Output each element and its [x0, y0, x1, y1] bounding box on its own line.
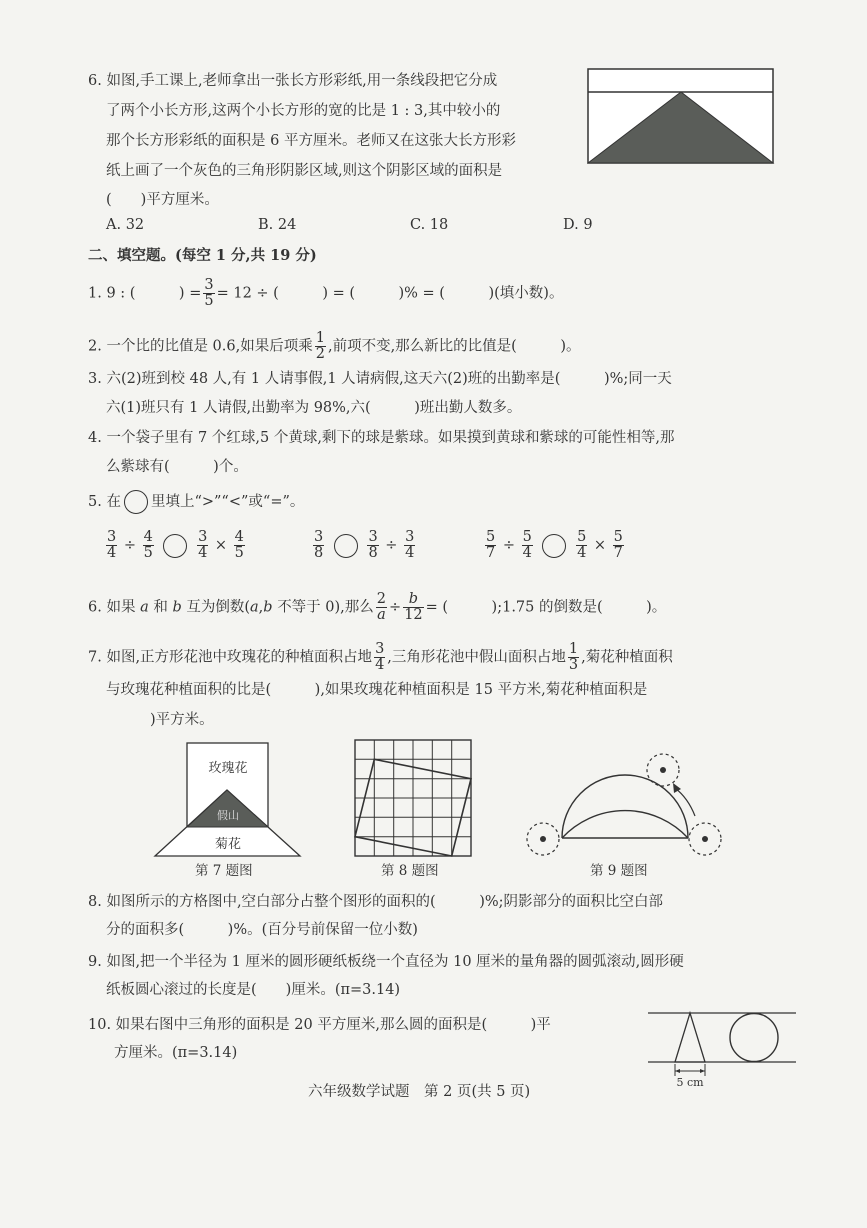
- compare-circle-3[interactable]: [542, 534, 566, 558]
- compare-circle-icon: [124, 490, 148, 514]
- q6-option-a: A. 32: [106, 217, 145, 233]
- figure-8: [353, 738, 475, 860]
- fill-q9-line-1: 9. 如图,把一个半径为 1 厘米的圆形硬纸板绕一个直径为 10 厘米的量角器的圆弧滚动,圆形硬: [88, 954, 684, 970]
- fill-q7-line-1: 7. 如图,正方形花池中玫瑰花的种植面积占地 $\frac{3}{4}$ ,三角形花池中假山面积占地 $\frac{1}{3}$ ,菊花种植面积: [88, 641, 673, 673]
- q6-option-b: B. 24: [258, 217, 297, 233]
- fill-q8-line-1: 8. 如图所示的方格图中,空白部分占整个图形的面积的( )%;阴影部分的面积比空白部: [88, 894, 664, 910]
- figure-10: [648, 1008, 798, 1090]
- q6-line-1: 6. 如图,手工课上,老师拿出一张长方形彩纸,用一条线段把它分成: [88, 73, 498, 89]
- q6-line-4: 纸上画了一个灰色的三角形阴影区域,则这个阴影区域的面积是: [106, 163, 503, 179]
- q6-rectangle-figure: [587, 68, 775, 166]
- fill-q9-line-2: 纸板圆心滚过的长度是( )厘米。(π=3.14): [106, 982, 401, 998]
- compare-expression-3: $\frac{5}{7}$ ÷ $\frac{5}{4}$ $\frac{5}{4}$ × $\frac{5}{7}$: [486, 529, 623, 561]
- fig7-chrys-label: 菊花: [214, 837, 242, 852]
- fig7-caption: 第 7 题图: [195, 863, 253, 879]
- fig7-rock-label: 假山: [217, 809, 239, 822]
- q6-option-c: C. 18: [410, 217, 449, 233]
- fill-q3-line-2: 六(1)班只有 1 人请假,出勤率为 98%,六( )班出勤人数多。: [106, 400, 522, 416]
- fill-q8-line-2: 分的面积多( )%。(百分号前保留一位小数): [106, 922, 418, 938]
- compare-circle-2[interactable]: [334, 534, 358, 558]
- compare-expression-2: $\frac{3}{8}$ $\frac{3}{8}$ ÷ $\frac{3}{4}$: [314, 529, 415, 561]
- q6-line-5: ( )平方厘米。: [106, 192, 219, 208]
- fill-q10-line-1: 10. 如果右图中三角形的面积是 20 平方厘米,那么圆的面积是( )平: [88, 1017, 551, 1033]
- fill-q3-line-1: 3. 六(2)班到校 48 人,有 1 人请事假,1 人请病假,这天六(2)班的出勤率是( )%;同一天: [88, 371, 672, 387]
- fig9-caption: 第 9 题图: [590, 863, 648, 879]
- fill-q7-line-3: )平方米。: [150, 712, 214, 728]
- fill-q5: 5. 在 里填上“>”“<”或“=”。: [88, 490, 304, 514]
- fig10-dimension-label: 5 cm: [676, 1076, 704, 1089]
- fill-q7-line-2: 与玫瑰花种植面积的比是( ),如果玫瑰花种植面积是 15 平方米,菊花种植面积是: [106, 682, 648, 698]
- fill-q1: 1. 9 : ( ) = $\frac{3}{5}$ = 12 ÷ ( ) = ( )% = ( )(填小数)。: [88, 277, 564, 309]
- fig7-rose-label: 玫瑰花: [208, 761, 248, 776]
- fill-q4-line-2: 么紫球有( )个。: [106, 459, 248, 475]
- page-footer: 六年级数学试题 第 2 页(共 5 页): [308, 1084, 531, 1100]
- figure-7: [150, 740, 308, 860]
- q6-line-3: 那个长方形彩纸的面积是 6 平方厘米。老师又在这张大长方形彩: [106, 133, 516, 149]
- compare-circle-1[interactable]: [163, 534, 187, 558]
- fill-q2: 2. 一个比的比值是 0.6,如果后项乘 $\frac{1}{2}$ ,前项不变,那么新比的比值是( )。: [88, 330, 581, 362]
- fill-q6: 6. 如果 a 和 b 互为倒数(a,b 不等于 0),那么 $\frac{2}{a}$ ÷ $\frac{b}{12}$ = ( );1.75 的倒数是( )。: [88, 591, 667, 623]
- q6-line-2: 了两个小长方形,这两个小长方形的宽的比是 1 : 3,其中较小的: [106, 103, 501, 119]
- section-title: 二、填空题。(每空 1 分,共 19 分): [88, 247, 317, 264]
- fig8-caption: 第 8 题图: [381, 863, 439, 879]
- figure-9: [524, 748, 724, 860]
- fill-q10-line-2: 方厘米。(π=3.14): [114, 1045, 238, 1061]
- q6-option-d: D. 9: [563, 217, 593, 233]
- compare-expression-1: $\frac{3}{4}$ ÷ $\frac{4}{5}$ $\frac{3}{4}$ × $\frac{4}{5}$: [107, 529, 244, 561]
- fill-q4-line-1: 4. 一个袋子里有 7 个红球,5 个黄球,剩下的球是紫球。如果摸到黄球和紫球的可能性相等,那: [88, 430, 675, 446]
